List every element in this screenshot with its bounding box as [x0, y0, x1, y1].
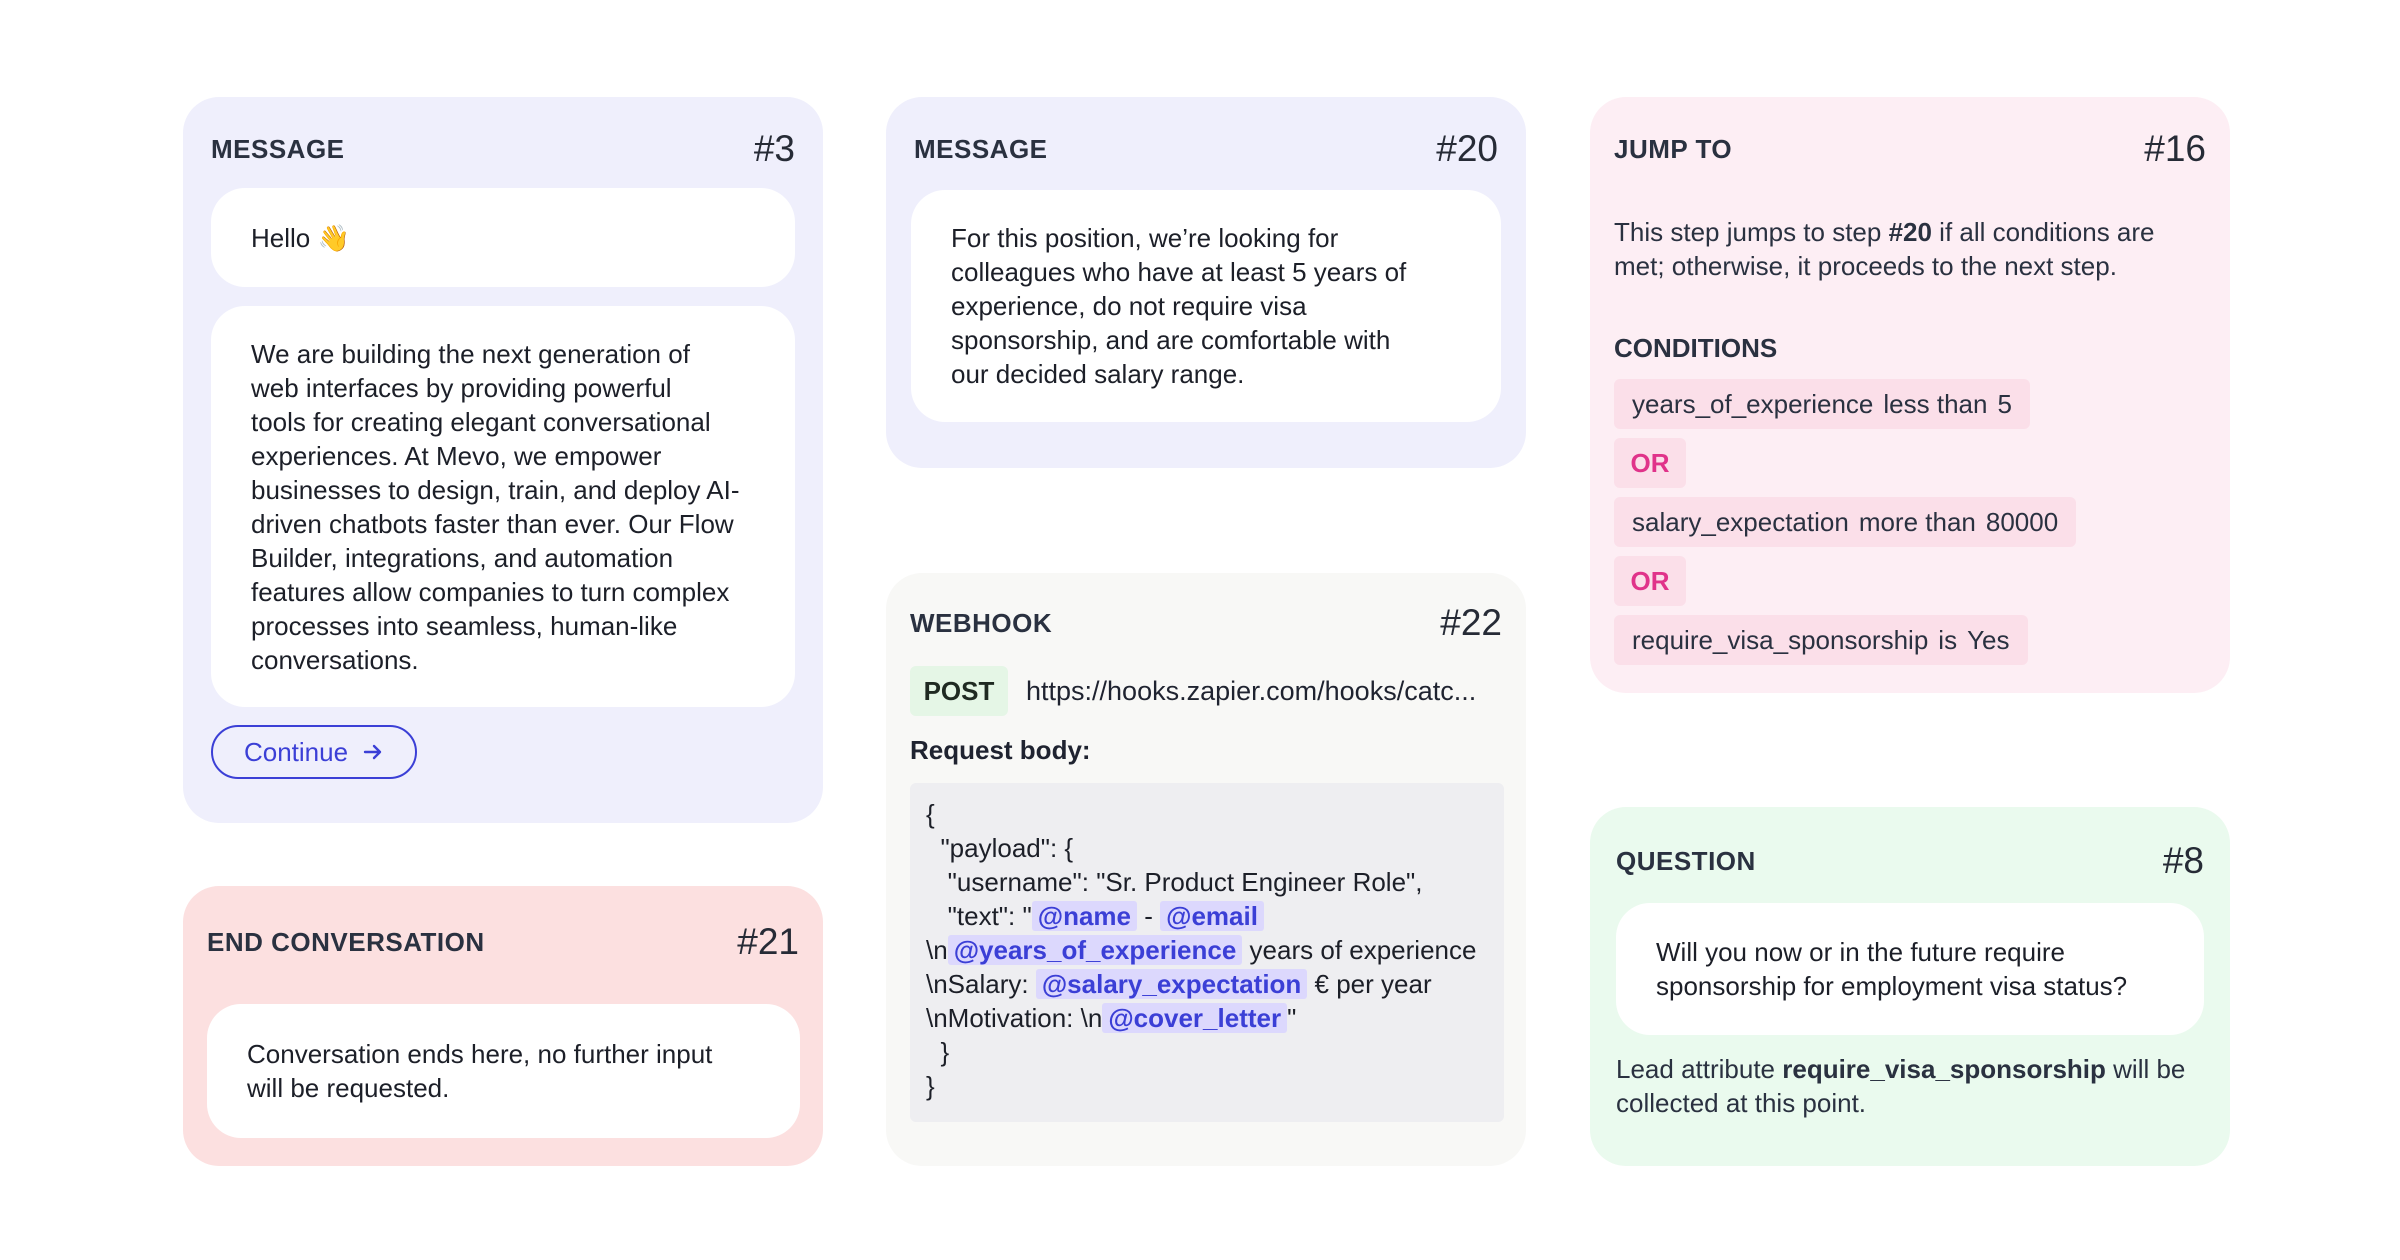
card-header: [914, 123, 1498, 175]
step-number: #16: [2144, 128, 2206, 169]
condition-value: Yes: [1967, 624, 2010, 655]
code-text: ": [1287, 1003, 1297, 1033]
or-connector: OR: [1614, 438, 1686, 488]
code-line: [926, 967, 1488, 1001]
code-line: [926, 899, 1488, 933]
card-header: [211, 123, 795, 175]
step-number: #20: [1436, 128, 1498, 169]
card-type-label: END CONVERSATION: [207, 926, 485, 957]
end-message-bubble: [207, 1004, 800, 1138]
lead-attribute-note: [1616, 1052, 2206, 1120]
continue-label: Continue: [243, 736, 349, 767]
jump-text-before: This step jumps to step: [1614, 217, 1889, 247]
variable-token-email: @email: [1160, 901, 1264, 931]
step-number: #3: [753, 128, 795, 169]
card-type-label: JUMP TO: [1614, 133, 1733, 164]
code-line: "payload": {: [926, 833, 1074, 863]
code-text: \nMotivation: \n: [926, 1003, 1103, 1033]
card-type-label: MESSAGE: [914, 133, 1048, 164]
condition-chip[interactable]: [1614, 615, 2028, 665]
conditions-heading: CONDITIONS: [1614, 333, 1778, 363]
card-header: [207, 916, 799, 968]
variable-token-salary: @salary_expectation: [1036, 969, 1307, 999]
webhook-url: https://hooks.zapier.com/hooks/catc...: [1026, 675, 1477, 706]
code-line: [926, 933, 1488, 967]
condition-attribute: salary_expectation: [1632, 506, 1849, 537]
code-line: }: [926, 1037, 950, 1067]
message-text: Conversation ends here, no further input will be requested.: [247, 1039, 713, 1103]
condition-attribute: years_of_experience: [1632, 388, 1874, 419]
condition-attribute: require_visa_sponsorship: [1632, 624, 1929, 655]
message-bubble-body: [911, 190, 1501, 422]
step-number: #21: [737, 921, 799, 962]
card-header: [910, 597, 1502, 649]
message-text: We are building the next generation of web interfaces by providing powerful tools for creating elegant conversational experiences. At Mevo, we empower businesses to design, train, and deploy AI- driven chatbots faster than ever. Our Flow Builder, integrations, and automation features allow companies to turn complex processes into seamless, human-like conversations.: [251, 338, 740, 675]
jump-card-16[interactable]: [1590, 97, 2230, 693]
continue-button[interactable]: [211, 725, 417, 779]
code-line: }: [926, 1071, 935, 1101]
message-text: Hello 👋: [251, 222, 350, 253]
question-text: Will you now or in the future require sponsorship for employment visa status?: [1656, 937, 2128, 1001]
condition-chip[interactable]: [1614, 497, 2076, 547]
variable-token-years: @years_of_experience: [948, 935, 1243, 965]
jump-target: #20: [1888, 217, 1932, 247]
lead-attribute-name: require_visa_sponsorship: [1782, 1054, 2106, 1084]
jump-description: [1614, 215, 2204, 283]
condition-chip[interactable]: [1614, 379, 2030, 429]
step-number: #8: [2162, 840, 2204, 881]
request-body-label: Request body:: [910, 735, 1091, 765]
message-text: For this position, we’re looking for colleagues who have at least 5 years of experience, do not require visa sponsorship, and are comfortable with our decided salary range.: [951, 223, 1407, 389]
code-line: [926, 1001, 1488, 1035]
condition-value: 5: [1997, 388, 2012, 419]
code-line: "username": "Sr. Product Engineer Role",: [926, 867, 1423, 897]
condition-operator: more than: [1858, 506, 1976, 537]
condition-value: 80000: [1985, 506, 2059, 537]
code-text: € per year: [1307, 969, 1432, 999]
message-card-3[interactable]: [183, 97, 823, 823]
question-bubble: [1616, 903, 2204, 1035]
code-text: "text": ": [926, 901, 1032, 931]
webhook-card-22[interactable]: [886, 573, 1526, 1166]
code-line: {: [926, 799, 935, 829]
jump-text-after: if all conditions are met; otherwise, it proceeds to the next step.: [1614, 217, 2155, 281]
card-type-label: WEBHOOK: [910, 607, 1053, 638]
code-text: \nSalary:: [926, 969, 1036, 999]
question-card-8[interactable]: [1590, 807, 2230, 1166]
code-text: years of experience: [1242, 935, 1477, 965]
arrow-right-icon: [362, 741, 384, 763]
message-bubble-greeting: [211, 188, 795, 287]
note-text-after: will be collected at this point.: [1616, 1054, 2186, 1118]
end-conversation-card-21[interactable]: [183, 886, 823, 1166]
variable-token-cover-letter: @cover_letter: [1102, 1003, 1287, 1033]
message-card-20[interactable]: [886, 97, 1526, 468]
card-header: [1614, 123, 2206, 175]
or-connector: OR: [1614, 556, 1686, 606]
http-method-badge: POST: [910, 666, 1008, 716]
message-bubble-body: [211, 306, 795, 707]
card-type-label: QUESTION: [1616, 845, 1756, 876]
card-header: [1616, 835, 2204, 887]
note-text-before: Lead attribute: [1616, 1054, 1783, 1084]
code-text: -: [1137, 901, 1161, 931]
code-text: \n: [926, 935, 948, 965]
condition-operator: less than: [1883, 388, 1988, 419]
step-number: #22: [1440, 602, 1502, 643]
variable-token-name: @name: [1032, 901, 1137, 931]
card-type-label: MESSAGE: [211, 133, 345, 164]
condition-operator: is: [1938, 624, 1958, 655]
request-body-code: [910, 783, 1504, 1122]
